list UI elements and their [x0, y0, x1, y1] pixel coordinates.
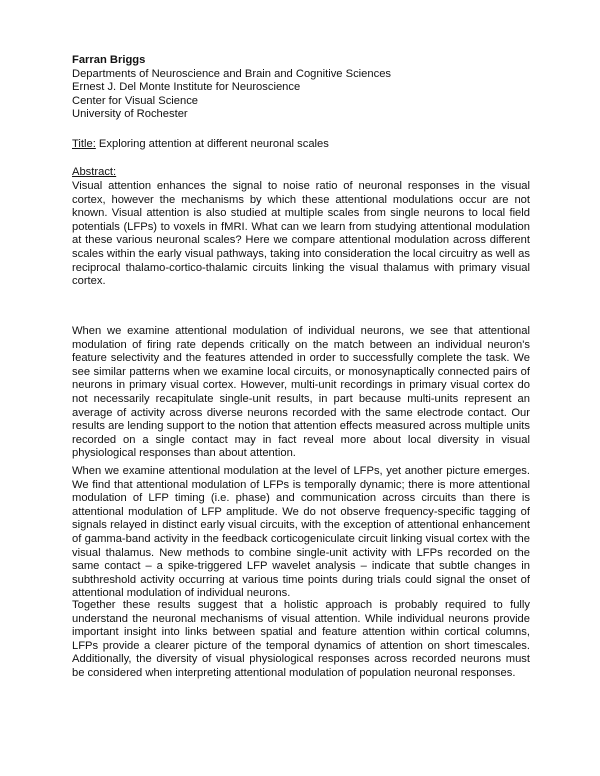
author-block	[72, 54, 532, 122]
affiliation-line: University of Rochester	[72, 108, 188, 121]
title-line	[72, 138, 329, 152]
abstract-paragraph: When we examine attentional modulation of individual neurons, we see that attentional modulation of firing rate depends critically on the match between an individual neuron's feature selectivity and the features attended in order to successfully complete the task. We see similar patterns when we examine local circuits, or monosynaptically connected pairs of neurons in primary visual cortex. However, multi-unit recordings in primary visual cortex do not necessarily recapitulate single-unit results, in part because multi-units represent an average of activity across diverse neurons recorded with the same electrode contact. Our results are lending support to the notion that attention effects measured across multiple units recorded on a single contact may in fact reveal more about local diversity in visual physiological responses than about attention.	[72, 325, 530, 460]
author-name: Farran Briggs	[72, 54, 146, 66]
affiliation-line: Departments of Neuroscience and Brain and Cognitive Sciences	[72, 67, 392, 80]
affiliation-line: Ernest J. Del Monte Institute for Neuroscience	[72, 81, 301, 94]
abstract-paragraph: Together these results suggest that a holistic approach is probably required to fully understand the neuronal mechanisms of visual attention. While individual neurons provide important insight into links between spatial and feature attention within cortical columns, LFPs provide a clearer picture of the temporal dynamics of attention on short timescales. Additionally, the diversity of visual physiological responses across recorded neurons must be considered when interpreting attentional modulation of population neuronal responses.	[72, 599, 530, 679]
title-text: Exploring attention at different neuronal scales	[95, 138, 329, 150]
affiliation-line: Center for Visual Science	[72, 94, 199, 107]
abstract-paragraph: When we examine attentional modulation at the level of LFPs, yet another picture emerges. We find that attentional modulation of LFPs is temporally dynamic; there is more attentional modulation of LFP timing (i.e. phase) and communication across circuits than there is attentional modulation of LFP amplitude. We do not observe frequency-specific tagging of signals relayed in distinct early visual circuits, with the exception of attentional enhancement of gamma-band activity in the feedback corticogeniculate circuit linking visual cortex with the visual thalamus. New methods to combine single-unit activity with LFPs recorded on the same contact – a spike-triggered LFP wavelet analysis – indicate that subtle changes in subthreshold activity occurring at various time points during trials could signal the onset of attentional modulation of individual neurons.	[72, 465, 530, 600]
title-label: Title:	[72, 138, 96, 150]
abstract-paragraph: Visual attention enhances the signal to noise ratio of neuronal responses in the visual cortex, however the mechanisms by which these attentional modulations occur are not known. Visual attention is also studied at multiple scales from single neurons to local field potentials (LFPs) to voxels in fMRI. What can we learn from studying attentional modulation at these various neuronal scales? Here we compare attentional modulation across different scales within the early visual pathways, taking into consideration the local circuitry as well as reciprocal thalamo-cortico-thalamic circuits linking the visual thalamus with primary visual cortex.	[72, 180, 530, 288]
abstract-label: Abstract:	[72, 166, 117, 178]
